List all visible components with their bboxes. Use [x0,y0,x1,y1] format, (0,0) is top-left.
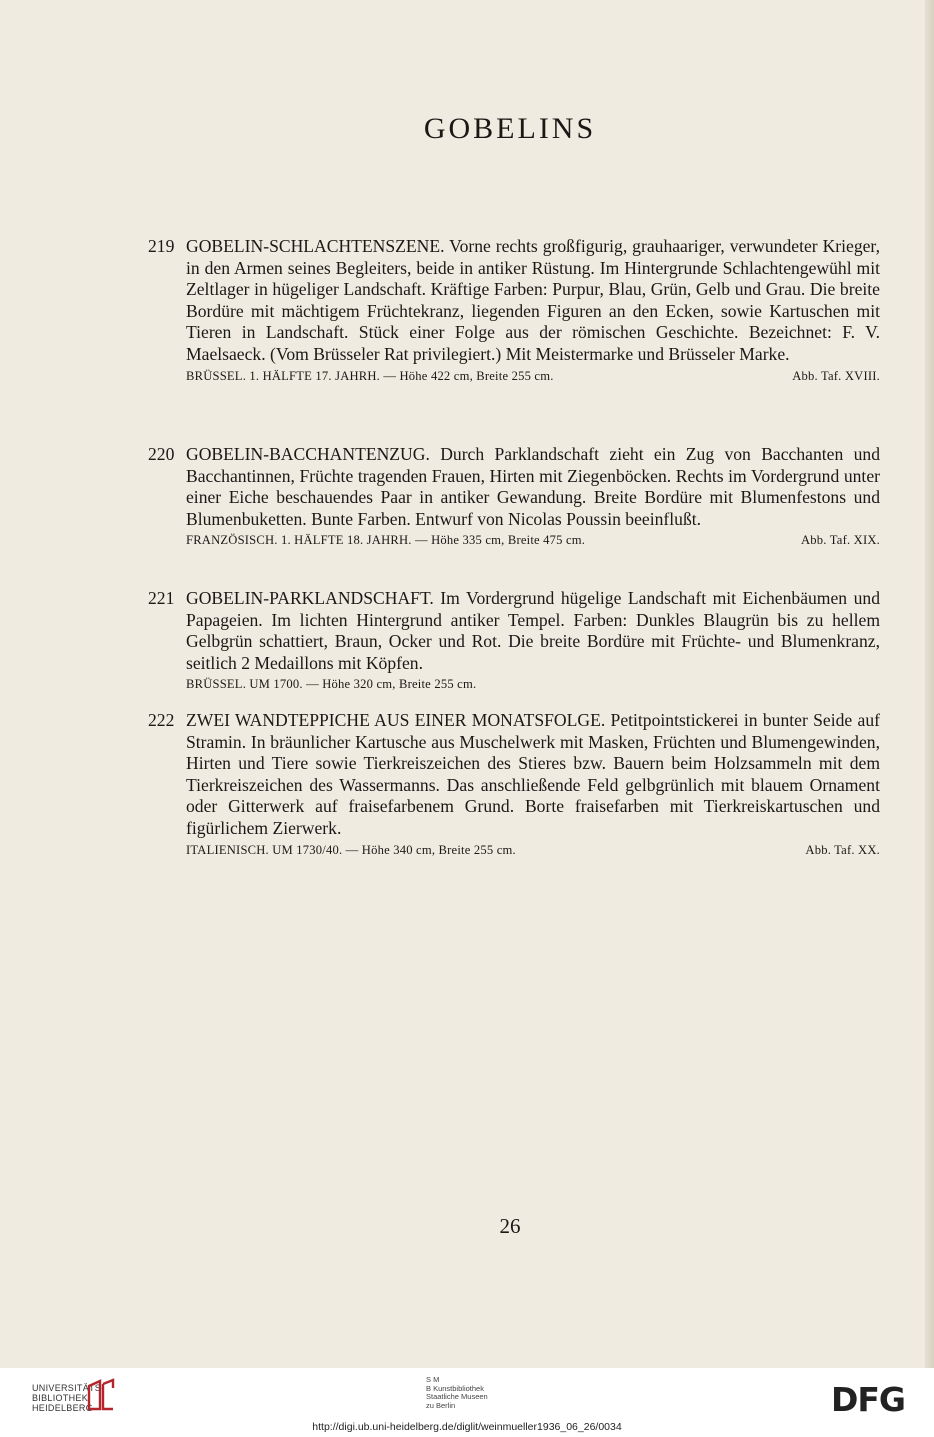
entry-description: GOBELIN-BACCHANTENZUG. Durch Parklandschaft zieht ein Zug von Bacchanten und Bacchantinnen, Früchte tragenden Frauen, Hirten mit Ziegenböcken. Rechts im Vordergrund unter einer Eiche beschauendes Paar in antiker Gewandung. Breite Bordüre mit Blumenfestons und Blumenbuketten. Bunte Farben. Entwurf von Nicolas Poussin beeinflußt. [186,444,880,529]
entry-origin-dimensions: ITALIENISCH. UM 1730/40. — Höhe 340 cm, Breite 255 cm. [186,842,516,857]
entry-number: 222 [148,710,175,730]
museum-line: S M [426,1375,440,1384]
entry-origin-dimensions: BRÜSSEL. 1. HÄLFTE 17. JAHRH. — Höhe 422 cm, Breite 255 cm. [186,368,554,383]
entry-text [148,588,880,674]
entry-number: 219 [148,236,175,256]
entry-description: ZWEI WANDTEPPICHE AUS EINER MONATSFOLGE. Petitpointstickerei in bunter Seide auf Stramin. In bräunlicher Kartusche aus Muschelwerk mit Masken, Früchten und Blumengewinden, Hirten und Tiere sowie Tierkreiszeichen des Stieres bzw. Bauern beim Holzsammeln mit dem Tierkreiszeichen des Wassermanns. Das anschließende Feld gelbgrünlich mit blauem Ornament oder Gitterwerk auf fraisefarbenem Grund. Borte fraisefarben mit Tierkreiskartuschen und figürlichem Zierwerk. [186,710,880,838]
entry-origin-dimensions: BRÜSSEL. UM 1700. — Höhe 320 cm, Breite 255 cm. [186,677,477,692]
university-line: BIBLIOTHEK [32,1393,89,1403]
museum-line: zu Berlin [426,1400,456,1410]
entry-description: GOBELIN-PARKLANDSCHAFT. Im Vordergrund hügelige Landschaft mit Eichenbäumen und Papageien. Im lichten Hintergrund antiker Tempel. Farben: Dunkles Blaugrün bis zu hellem Gelbgrün schattiert, Braun, Ocker und Rot. Die breite Bordüre mit Früchte- und Blumenkranz, seitlich 2 Medaillons mit Köpfen. [186,588,880,673]
entry-meta [186,367,880,385]
page-edge [925,0,934,1368]
catalog-entry-220 [148,444,880,549]
university-line: HEIDELBERG [32,1403,94,1413]
page-number: 26 [499,1214,521,1238]
entry-meta [186,531,880,549]
entry-description: GOBELIN-SCHLACHTENSZENE. Vorne rechts großfigurig, grauhaariger, verwundeter Krieger, in den Armen seines Begleiters, beide in antiker Rüstung. Im Hintergrunde Schlachtengewühl mit Zeltlager in hügeliger Landschaft. Kräftige Farben: Purpur, Blau, Grün, Gelb und Grau. Die breite Bordüre mit mächtigem Früchtekranz, liegenden Figuren an den Ecken, sowie Kartuschen mit Tieren in Landschaft. Stück einer Folge aus der römischen Geschichte. Bezeichnet: F. V. Maelsaeck. (Vom Brüsseler Rat privilegiert.) Mit Meistermarke und Brüsseler Marke. [186,236,880,364]
entry-text [148,444,880,530]
entry-plate-reference: Abb. Taf. XIX. [801,533,880,548]
page-title: GOBELINS [423,112,597,145]
catalog-entry-222 [148,710,880,859]
museum-logo [426,1376,488,1410]
dfg-logo: DFG [831,1380,906,1419]
entry-origin-dimensions: FRANZÖSISCH. 1. HÄLFTE 18. JAHRH. — Höhe 335 cm, Breite 475 cm. [186,533,586,548]
entry-text [148,710,880,840]
catalog-entry-219 [148,236,880,385]
entry-number: 221 [148,588,175,608]
catalog-entry-221 [148,588,880,693]
entry-number: 220 [148,444,175,464]
entry-meta [186,841,880,859]
permalink-url[interactable]: http://digi.ub.uni-heidelberg.de/diglit/weinmueller1936_06_26/0034 [312,1421,622,1433]
entry-plate-reference: Abb. Taf. XVIII. [792,368,880,383]
entry-meta [186,675,880,693]
entry-plate-reference: Abb. Taf. XX. [805,842,880,857]
museum-line: B Kunstbibliothek [426,1383,484,1393]
entry-text [148,236,880,366]
museum-line: Staatliche Museen [426,1392,488,1402]
university-line: UNIVERSITÄTS- [32,1383,105,1393]
university-emblem-icon [86,1378,116,1412]
digitization-footer [0,1368,934,1437]
